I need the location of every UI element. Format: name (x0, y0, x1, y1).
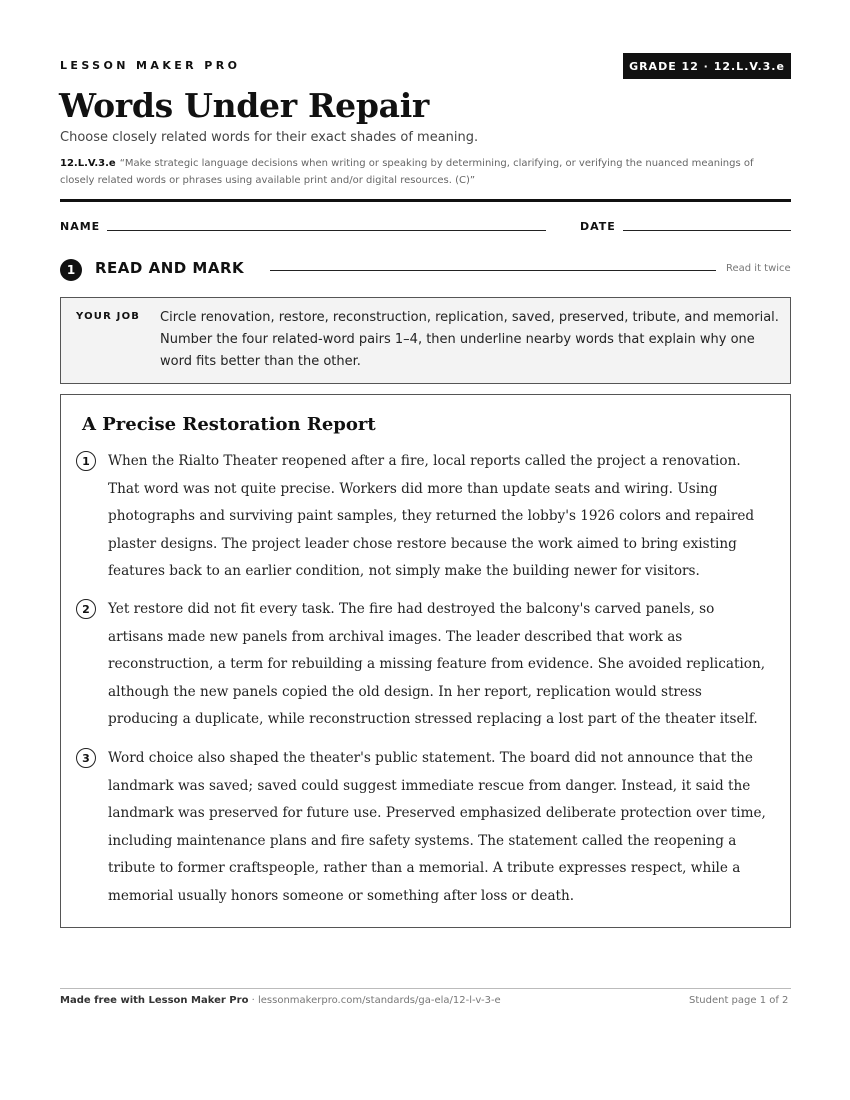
standard-code: 12.L.V.3.e (60, 158, 116, 169)
worksheet-title: Words Under Repair (59, 86, 430, 125)
footer-made-with: Made free with Lesson Maker Pro (60, 995, 249, 1006)
section-title: READ AND MARK (95, 259, 245, 277)
instructions-label: YOUR JOB (76, 311, 141, 322)
instructions-box (60, 297, 791, 384)
brand-name: LESSON MAKER PRO (60, 59, 241, 72)
worksheet-subtitle: Choose closely related words for their exact shades of meaning. (60, 130, 479, 145)
date-label: DATE (580, 220, 616, 233)
passage-title: A Precise Restoration Report (82, 414, 376, 435)
grade-badge: GRADE 12 · 12.L.V.3.e (623, 53, 791, 79)
standard-text: “Make strategic language decisions when writing or speaking by determining, clarifying, or verifying the nuanced meanings of closely related words or phrases using available print and/or digital resources. (C)” (60, 158, 754, 186)
footer-divider (60, 988, 791, 989)
page-indicator: Student page 1 of 2 (689, 995, 789, 1006)
section-note: Read it twice (726, 263, 791, 274)
paragraph-number: 2 (76, 599, 96, 619)
name-label: NAME (60, 220, 101, 233)
section-number-badge: 1 (60, 259, 82, 281)
standard-description (60, 155, 780, 189)
footer-url[interactable]: · lessonmakerpro.com/standards/ga-ela/12-l-v-3-e (248, 995, 501, 1006)
footer-credit (60, 995, 501, 1006)
paragraph-number: 1 (76, 451, 96, 471)
passage-paragraph: When the Rialto Theater reopened after a fire, local reports called the project a renovation. That word was not quite precise. Workers did more than update seats and wiring. Using photographs and surviving paint samples, they returned the lobby's 1926 colors and repaired plaster designs. The project leader chose restore because the work aimed to bring existing features back to an earlier condition, not simply make the building newer for visitors. (108, 453, 755, 580)
header-divider (60, 199, 791, 202)
passage-paragraph: Yet restore did not fit every task. The fire had destroyed the balcony's carved panels, so artisans made new panels from archival images. The leader described that work as reconstruction, a term for rebuilding a missing feature from evidence. She avoided replication, although the new panels copied the old design. In her report, replication would stress producing a duplicate, while reconstruction stressed replacing a lost part of the theater itself. (108, 601, 766, 728)
date-line[interactable] (623, 230, 791, 231)
section-divider (270, 270, 716, 271)
name-line[interactable] (107, 230, 546, 231)
instructions-text: Circle renovation, restore, reconstruction, replication, saved, preserved, tribute, and memorial. Number the four related-word pairs 1–4, then underline nearby words that explain why one word fits better than the other. (160, 310, 779, 369)
reading-passage (60, 394, 791, 928)
paragraph-number: 3 (76, 748, 96, 768)
passage-paragraph: Word choice also shaped the theater's public statement. The board did not announce that the landmark was saved; saved could suggest immediate rescue from danger. Instead, it said the landmark was preserved for future use. Preserved emphasized deliberate protection over time, including maintenance plans and fire safety systems. The statement called the reopening a tribute to former craftspeople, rather than a memorial. A tribute expresses respect, while a memorial usually honors someone or something after loss or death. (108, 750, 766, 904)
